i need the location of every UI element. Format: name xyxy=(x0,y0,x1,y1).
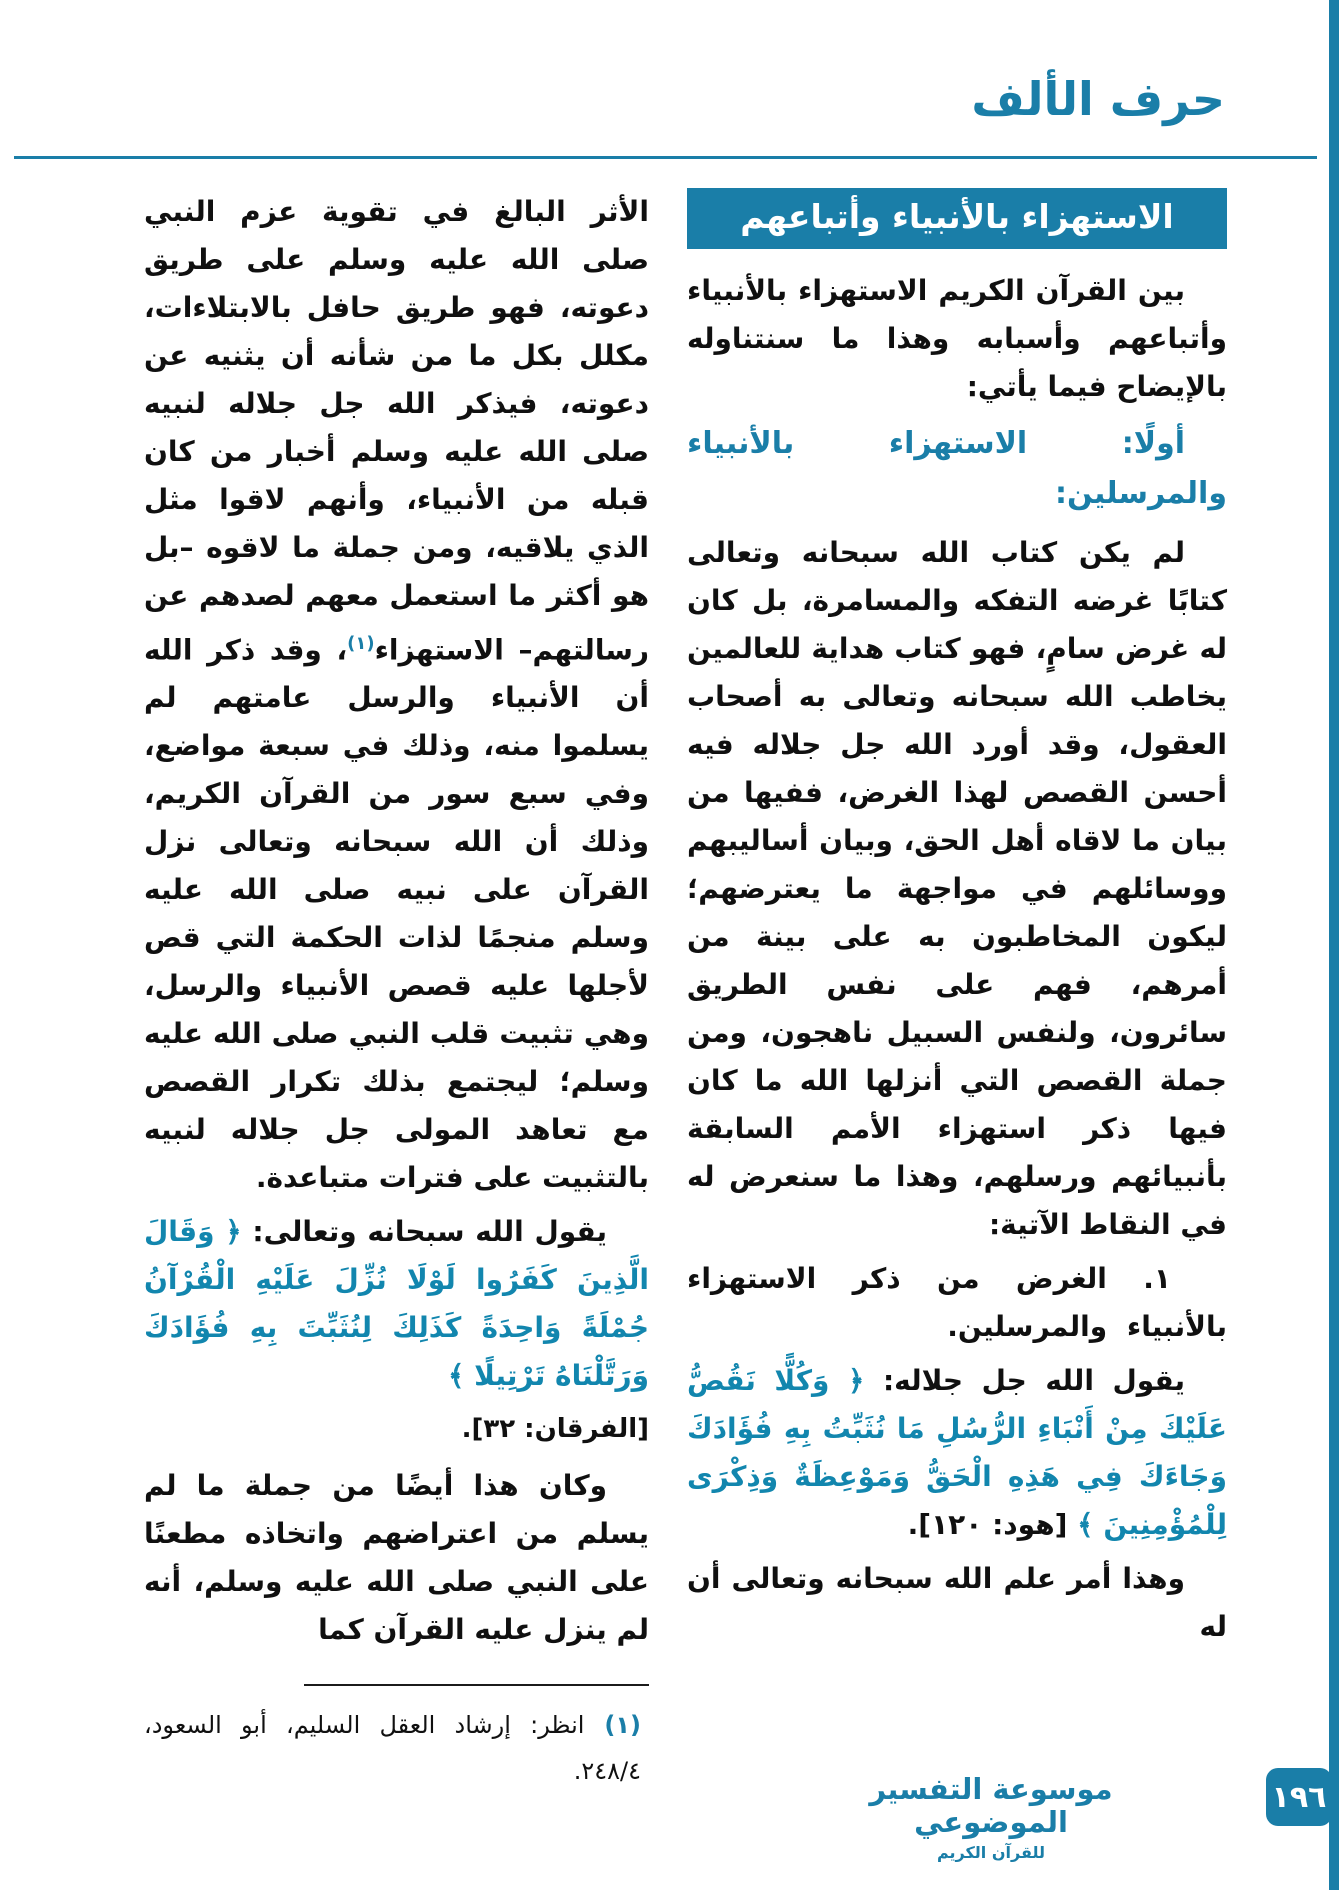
section-title-box: الاستهزاء بالأنبياء وأتباعهم xyxy=(687,188,1227,249)
body-paragraph: لم يكن كتاب الله سبحانه وتعالى كتابًا غرضه التفكه والمسامرة، بل كان له غرض سامٍ، فهو كتاب هداية للعالمين يخاطب الله سبحانه وتعالى به أصحاب العقول، وقد أورد الله جل جلاله فيه أحسن القصص لهذا الغرض، ففيها من بيان ما لاقاه أهل الحق، وبيان أساليبهم ووسائلهم في مواجهة ما يعترضهم؛ ليكون المخاطبون به على بينة من أمرهم، فهم على نفس الطريق سائرون، ولنفس السبيل ناهجون، ومن جملة القصص التي أنزلها الله ما كان فيها ذكر استهزاء الأمم السابقة بأنبيائهم ورسلهم، وهذا ما سنعرض له في النقاط الآتية: xyxy=(687,536,1227,1241)
paragraph-text: الأثر البالغ في تقوية عزم النبي صلى الله عليه وسلم على طريق دعوته، فهو طريق حافل بالابتلاءات، مكلل بكل ما من شأنه أن يثنيه عن دعوته، فيذكر الله جل جلاله لنبيه صلى الله عليه وسلم أخبار من كان قبله من الأنبياء، وأنهم لاقوا مثل الذي يلاقيه، ومن جملة ما لاقوه –بل هو أكثر ما استعمل معهم لصدهم عن رسالتهم– الاستهزاء xyxy=(144,195,649,667)
page-edge-strip xyxy=(1329,0,1339,1890)
footnote-text xyxy=(144,1702,649,1794)
publisher-logo-subtitle: للقرآن الكريم xyxy=(936,1842,1046,1862)
content-area xyxy=(144,188,1227,1794)
closing-line: وهذا أمر علم الله سبحانه وتعالى أن له xyxy=(687,1562,1227,1643)
first-subheading: أولًا: الاستهزاء بالأنبياء والمرسلين: xyxy=(687,426,1227,511)
body-paragraph: وكان هذا أيضًا من جملة ما لم يسلم من اعتراضهم واتخاذه مطعنًا على النبي صلى الله عليه وسلم، أنه لم ينزل عليه القرآن كما xyxy=(144,1469,649,1647)
verse-reference: [هود: ١٢٠]. xyxy=(907,1508,1078,1541)
intro-paragraph: بين القرآن الكريم الاستهزاء بالأنبياء وأتباعهم وأسبابه وهذا ما سنتناوله بالإيضاح فيما يأتي: xyxy=(687,274,1227,403)
left-column xyxy=(144,188,649,1794)
page-header xyxy=(971,72,1225,126)
chapter-title: حرف الألف xyxy=(971,72,1225,126)
body-paragraph xyxy=(144,188,649,1202)
verse-paragraph xyxy=(687,1357,1227,1549)
numbered-point: ١. الغرض من ذكر الاستهزاء بالأنبياء والمرسلين. xyxy=(687,1262,1227,1343)
quran-verse: ﴿ وَقَالَ الَّذِينَ كَفَرُوا لَوْلَا نُزِّلَ عَلَيْهِ الْقُرْآنُ جُمْلَةً وَاحِدَةً كَذَلِكَ لِنُثَبِّتَ بِهِ فُؤَادَكَ وَرَتَّلْنَاهُ تَرْتِيلًا ﴾ xyxy=(144,1215,649,1393)
right-column xyxy=(687,188,1227,1657)
verse-intro: يقول الله سبحانه وتعالى: xyxy=(241,1215,607,1249)
footnote-marker: (١) xyxy=(347,633,375,654)
verse-paragraph xyxy=(144,1208,649,1400)
footnote-number: (١) xyxy=(584,1711,642,1740)
page-number-badge: ١٩٦ xyxy=(1266,1768,1332,1826)
footnote-body: انظر: إرشاد العقل السليم، أبو السعود، ٢٤٨/٤. xyxy=(144,1711,641,1786)
verse-reference: [الفرقان: ٣٢]. xyxy=(461,1414,649,1445)
footnote-divider xyxy=(304,1684,649,1686)
footnote-block xyxy=(144,1684,649,1794)
verse-intro: يقول الله جل جلاله: xyxy=(864,1364,1185,1397)
header-divider xyxy=(14,156,1317,159)
quran-verse: ﴿ وَكُلًّا نَقُصُّ عَلَيْكَ مِنْ أَنْبَاءِ الرُّسُلِ مَا نُثَبِّتُ بِهِ فُؤَادَكَ وَجَاءَكَ فِي هَذِهِ الْحَقُّ وَمَوْعِظَةٌ وَذِكْرَى لِلْمُؤْمِنِينَ ﴾ xyxy=(687,1364,1227,1541)
publisher-logo-title: موسوعة التفسير الموضوعي xyxy=(869,1771,1113,1840)
paragraph-text: ، وقد ذكر الله أن الأنبياء والرسل عامتهم لم يسلموا منه، وذلك في سبعة مواضع، وفي سبع سور من القرآن الكريم، وذلك أن الله سبحانه وتعالى نزل القرآن على نبيه صلى الله عليه وسلم منجمًا لذات الحكمة التي قص لأجلها عليه قصص الأنبياء والرسل، وهي تثبيت قلب النبي صلى الله عليه وسلم؛ ليجتمع بذلك تكرار القصص مع تعاهد المولى جل جلاله لنبيه بالتثبيت على فترات متباعدة. xyxy=(144,633,649,1195)
publisher-logo xyxy=(861,1773,1121,1862)
